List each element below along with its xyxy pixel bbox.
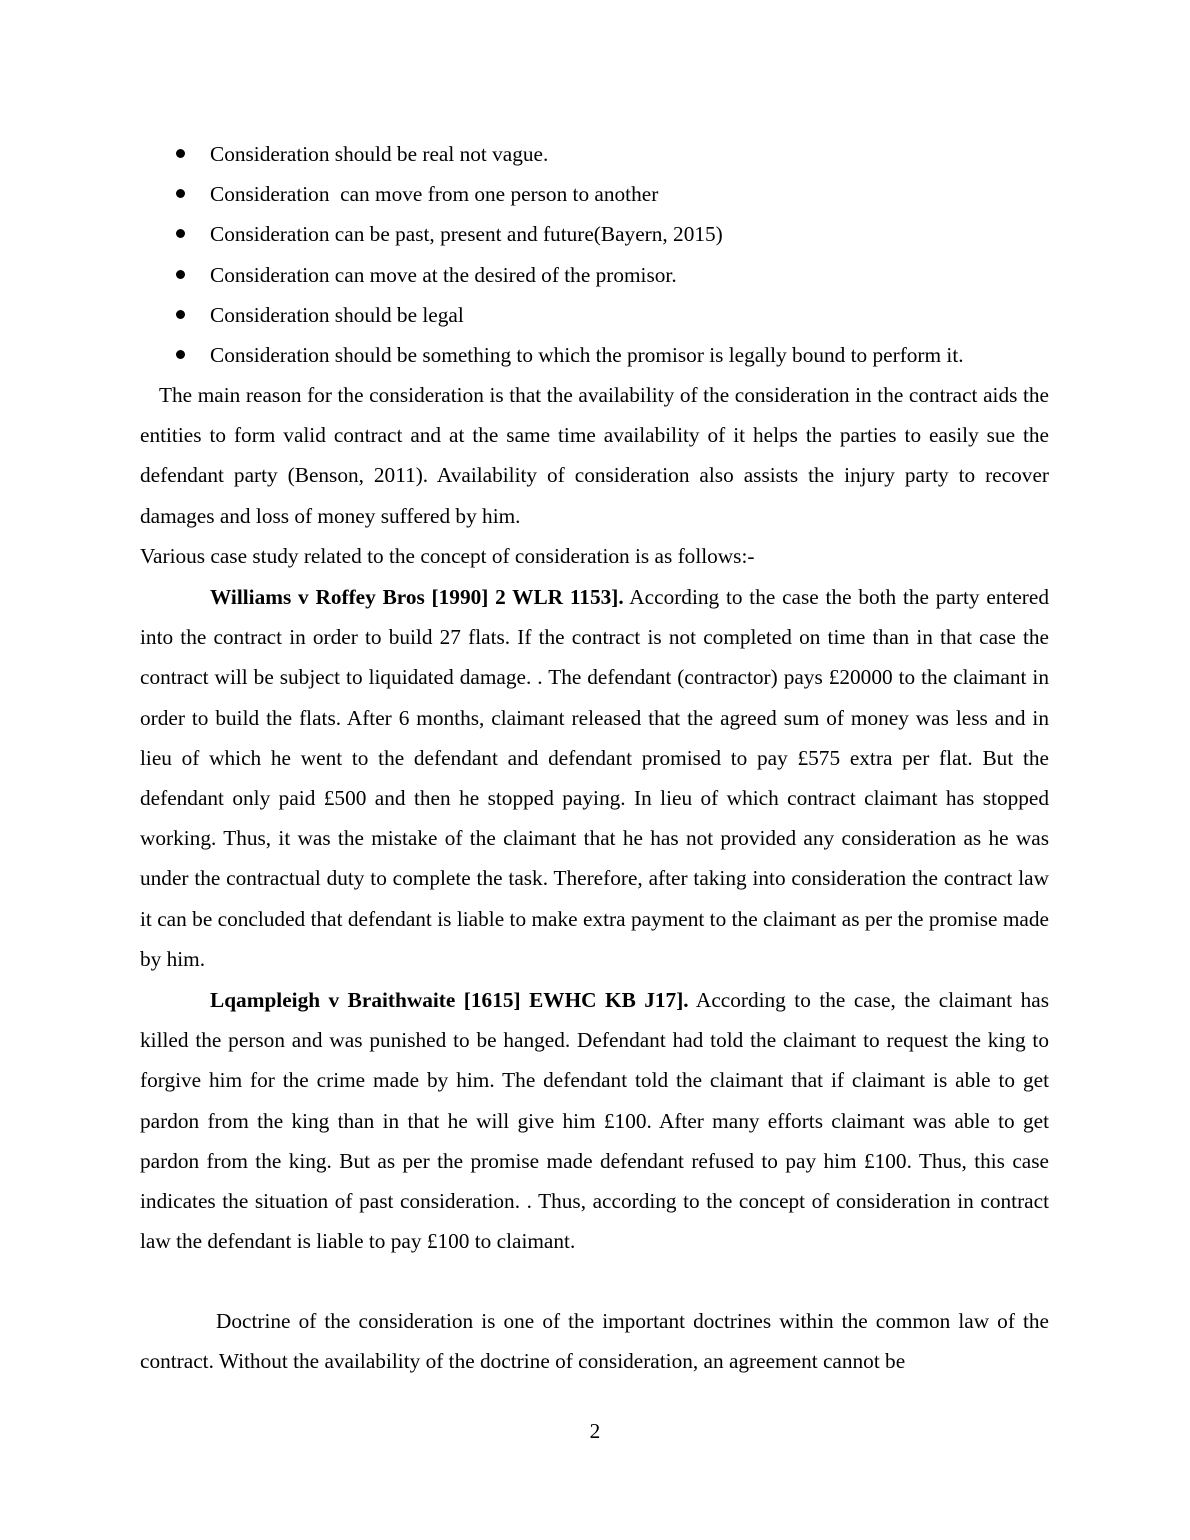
bullet-icon	[176, 189, 185, 198]
bullet-text: Consideration can move at the desired of the promisor.	[210, 262, 677, 287]
case-lampleigh-paragraph	[140, 980, 1049, 1261]
bullet-icon	[176, 229, 185, 238]
bullet-item	[140, 335, 1050, 375]
bullet-icon	[176, 270, 185, 279]
bullet-icon	[176, 149, 185, 158]
main-reason-paragraph: The main reason for the consideration is that the availability of the consideration in the contract aids the entities to form valid contract and at the same time availability of it helps the parties to easily sue the defendant party (Benson, 2011). Availability of consideration also assists the injury party to recover damages and loss of money suffered by him.	[140, 383, 1049, 528]
bullet-icon	[176, 350, 185, 359]
case-lampleigh-body: According to the case, the claimant has killed the person and was punished to be hanged. Defendant had told the claimant to request the king to forgive him for the crime made by him. The defendant told the claimant that if claimant is able to get pardon from the king than in that he will give him £100. After many efforts claimant was able to get pardon from the king. But as per the promise made defendant refused to pay him £100. Thus, this case indicates the situation of past consideration. . Thus, according to the concept of consideration in contract law the defendant is liable to pay £100 to claimant.	[140, 988, 1050, 1254]
bullet-item	[140, 174, 1050, 214]
bullet-text: Consideration should be legal	[210, 302, 464, 327]
page-number: 2	[589, 1419, 601, 1443]
case-williams-paragraph	[140, 577, 1049, 979]
doctrine-paragraph: Doctrine of the consideration is one of the important doctrines within the common law of the contract. Without the availability of the doctrine of consideration, an agreement cannot be	[140, 1309, 1049, 1374]
bullet-text: Consideration can move from one person to another	[210, 182, 659, 207]
bullet-text: Consideration can be past, present and future(Bayern, 2015)	[210, 222, 723, 247]
case-lampleigh-title: Lqampleigh v Braithwaite [1615] EWHC KB J17].	[210, 988, 689, 1012]
bullet-item	[140, 134, 1050, 174]
bullet-item	[140, 214, 1050, 254]
consideration-bullet-list	[140, 134, 1050, 375]
bullet-icon	[176, 310, 185, 319]
bullet-text: Consideration should be real not vague.	[210, 142, 549, 166]
case-williams-title: Williams v Roffey Bros [1990] 2 WLR 1153].	[210, 585, 624, 609]
case-intro-paragraph: Various case study related to the concept of consideration is as follows:-	[140, 544, 755, 568]
case-williams-body: According to the case the both the party entered into the contract in order to build 27 flats. If the contract is not completed on time than in that case the contract will be subject to liquidated damage. . The defendant (contractor) pays £20000 to the claimant in order to build the flats. After 6 months, claimant released that the agreed sum of money was less and in lieu of which he went to the defendant and defendant promised to pay £575 extra per flat. But the defendant only paid £500 and then he stopped paying. In lieu of which contract claimant has stopped working. Thus, it was the mistake of the claimant that he has not provided any consideration as he was under the contractual duty to complete the task. Therefore, after taking into consideration the contract law it can be concluded that defendant is liable to make extra payment to the claimant as per the promise made by him.	[140, 585, 1049, 971]
bullet-item	[140, 295, 1050, 335]
bullet-item	[140, 255, 1050, 295]
bullet-text: Consideration should be something to which the promisor is legally bound to perform it.	[210, 342, 964, 367]
